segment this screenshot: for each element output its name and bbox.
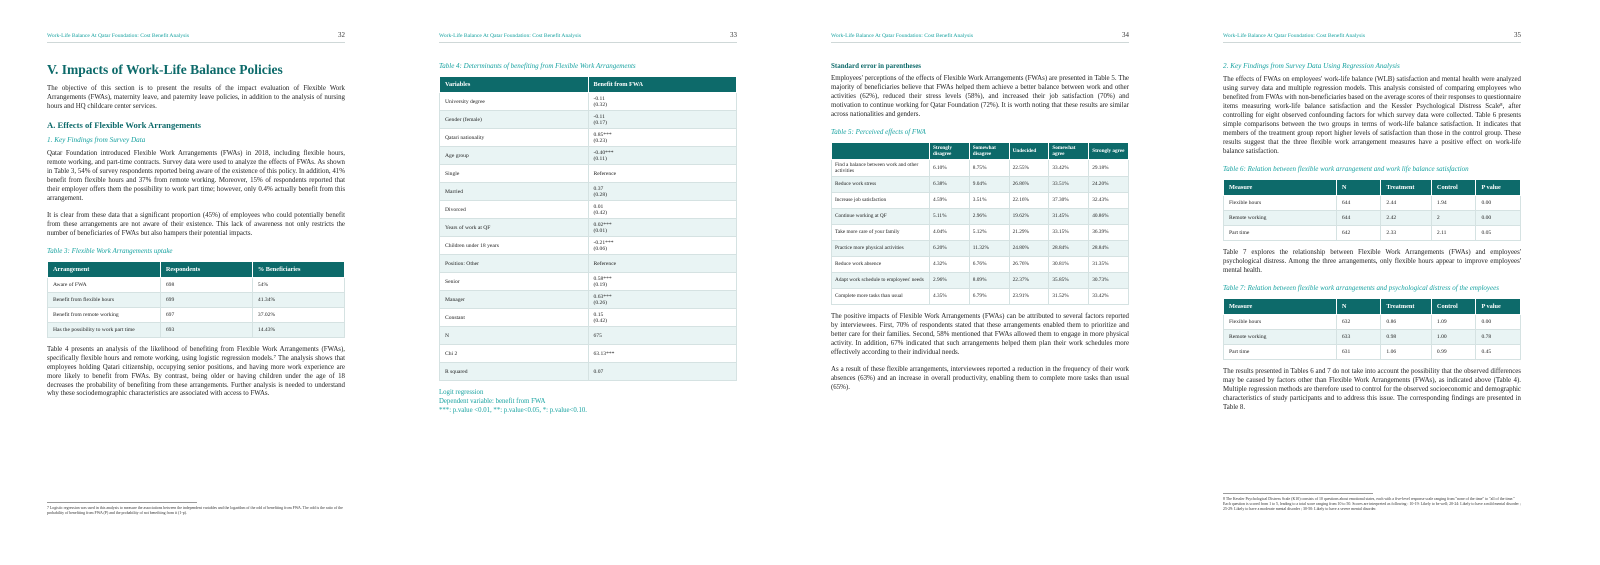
table-cell: Single xyxy=(440,165,589,183)
table-row xyxy=(832,240,1129,256)
table-header-row xyxy=(832,142,1129,159)
table-cell: Part time xyxy=(1224,344,1337,359)
table-cell: Complete more tasks than usual xyxy=(832,288,930,304)
table-row xyxy=(440,345,737,363)
table-notes xyxy=(439,389,737,415)
table-cell: -0.11 (0.32) xyxy=(588,93,737,111)
table-cell: 9.04% xyxy=(969,176,1009,192)
column-header: Benefit from FWA xyxy=(588,77,737,93)
table-cell: 6.10% xyxy=(930,159,970,176)
table-cell: Flexible hours xyxy=(1224,195,1337,210)
table-row xyxy=(48,277,345,292)
table-cell: 697 xyxy=(160,307,252,322)
table-cell: Benefit from remote working xyxy=(48,307,161,322)
table-cell: 4.35% xyxy=(930,288,970,304)
table-row xyxy=(832,208,1129,224)
table-cell: 0.63*** (0.26) xyxy=(588,291,737,309)
table-row xyxy=(440,291,737,309)
table-cell: Has the possibility to work part time xyxy=(48,322,161,337)
paragraph: Table 7 explores the relationship between Flexible Work Arrangements (FWAs) and employees' psychological distress. Among the three arrangements, only flexible hours appear to improve employees' mental health. xyxy=(1223,248,1521,274)
table-row xyxy=(48,322,345,337)
table-row xyxy=(1224,314,1521,329)
table-caption: Table 6: Relation between flexible work arrangement and work life balance satisfaction xyxy=(1223,164,1469,173)
table-cell: Children under 18 years xyxy=(440,237,589,255)
table-cell: 33.15% xyxy=(1049,224,1089,240)
table-row xyxy=(48,292,345,307)
table-row xyxy=(832,176,1129,192)
table-cell: 632 xyxy=(1336,314,1381,329)
table-7 xyxy=(1223,298,1521,360)
table-cell: Senior xyxy=(440,273,589,291)
table-cell: 2.96% xyxy=(969,208,1009,224)
table-cell: 6.20% xyxy=(930,240,970,256)
table-cell: 2.11 xyxy=(1431,225,1476,240)
table-cell: 644 xyxy=(1336,210,1381,225)
table-cell: 26.86% xyxy=(1009,176,1049,192)
page-number: 33 xyxy=(730,31,737,39)
table-cell: 6.79% xyxy=(969,288,1009,304)
table-cell: 22.16% xyxy=(1009,192,1049,208)
column-header: Undecided xyxy=(1009,142,1049,159)
header-title: Work-Life Balance At Qatar Foundation: Cost Benefit Analysis xyxy=(1223,33,1366,39)
table-cell: 0.01 (0.42) xyxy=(588,201,737,219)
table-row xyxy=(1224,329,1521,344)
table-cell: 0.86 xyxy=(1381,314,1431,329)
table-cell: Reference xyxy=(588,165,737,183)
subsection-subhead: 2. Key Findings from Survey Data Using Regression Analysis xyxy=(1223,62,1400,70)
page-header xyxy=(831,31,1129,43)
table-row xyxy=(440,147,737,165)
column-header: Treatment xyxy=(1381,179,1431,195)
table-cell: 1.06 xyxy=(1381,344,1431,359)
paragraph: Table 4 presents an analysis of the likelihood of benefiting from Flexible Work Arrangements (FWAs), specifically flexible hours and remote working, using logistic regression models.⁷ The analysis shows that employees holding Qatari citizenship, occupying senior positions, and having more work experience are more likely to benefit from FWAs. By contrast, being older or having children under the age of 18 decreases the probability of benefiting from these arrangements. Further analysis is needed to understand why these sociodemographic characteristics are associated with access to FWAs. xyxy=(47,345,345,398)
table-cell: -0.40*** (0.11) xyxy=(588,147,737,165)
table-cell: 5.11% xyxy=(930,208,970,224)
header-title: Work-Life Balance At Qatar Foundation: Cost Benefit Analysis xyxy=(439,33,582,39)
table-cell: 4.32% xyxy=(930,256,970,272)
page-number: 35 xyxy=(1514,31,1521,39)
table-cell: Remote working xyxy=(1224,210,1337,225)
table-cell: 5.12% xyxy=(969,224,1009,240)
table-row xyxy=(1224,225,1521,240)
table-cell: Increase job satisfaction xyxy=(832,192,930,208)
table-cell: -0.11 (0.17) xyxy=(588,111,737,129)
table-cell: 28.84% xyxy=(1089,240,1129,256)
table-cell: 2.42 xyxy=(1381,210,1431,225)
table-row xyxy=(832,159,1129,176)
table-cell: Age group xyxy=(440,147,589,165)
column-header: Measure xyxy=(1224,298,1337,314)
table-6 xyxy=(1223,179,1521,241)
footnote: 7 Logistic regression was used in this analysis to measure the associations between the independent variables and the logarithm of the odd of benefiting from FWA. The odd is the ratio of the probability of benefiting from FWA (P) and the probability of not benefiting from it (1-p). xyxy=(47,506,343,516)
table-cell: 33.42% xyxy=(1049,159,1089,176)
table-cell: 6.76% xyxy=(969,256,1009,272)
table-cell: 22.37% xyxy=(1009,272,1049,288)
note-line: Logit regression xyxy=(439,389,484,396)
table-cell: 0.00 xyxy=(1476,314,1521,329)
column-header: Measure xyxy=(1224,179,1337,195)
table-cell: Reduce work absence xyxy=(832,256,930,272)
table-cell: 675 xyxy=(588,327,737,345)
table-cell: 8.75% xyxy=(969,159,1009,176)
table-row xyxy=(440,111,737,129)
table-cell: 24.20% xyxy=(1089,176,1129,192)
table-row xyxy=(48,307,345,322)
table-row xyxy=(832,192,1129,208)
table-cell: 36.39% xyxy=(1089,224,1129,240)
table-cell: 1.09 xyxy=(1431,314,1476,329)
page-34 xyxy=(784,0,1184,565)
page-32 xyxy=(0,0,400,565)
subsection-subhead: 1. Key Findings from Survey Data xyxy=(47,135,146,144)
table-5 xyxy=(831,142,1129,305)
column-header: Arrangement xyxy=(48,261,161,277)
table-row xyxy=(440,327,737,345)
column-header: Strongly agree xyxy=(1089,142,1129,159)
note-line: Dependent variable: benefit from FWA xyxy=(439,397,546,405)
table-cell: 30.81% xyxy=(1049,256,1089,272)
table-cell: 0.15 (0.42) xyxy=(588,309,737,327)
standard-error-heading: Standard error in parentheses xyxy=(831,62,922,70)
column-header: P value xyxy=(1476,179,1521,195)
table-row xyxy=(832,272,1129,288)
table-cell: 26.76% xyxy=(1009,256,1049,272)
table-cell: 33.51% xyxy=(1049,176,1089,192)
paragraph: As a result of these flexible arrangements, interviewees reported a reduction in the frequency of their work absences (63%) and an increase in overall productivity, enabling them to complete more tasks than usual (65%). xyxy=(831,365,1129,391)
table-cell: 2.33 xyxy=(1381,225,1431,240)
table-cell: Aware of FWA xyxy=(48,277,161,292)
column-header: Treatment xyxy=(1381,298,1431,314)
column-header: N xyxy=(1336,298,1381,314)
header-title: Work-Life Balance At Qatar Foundation: Cost Benefit Analysis xyxy=(47,33,190,39)
table-cell: 32.43% xyxy=(1089,192,1129,208)
column-header: Somewhat agree xyxy=(1049,142,1089,159)
table-cell: 0.05 xyxy=(1476,225,1521,240)
column-header xyxy=(832,142,930,159)
section-title: V. Impacts of Work-Life Balance Policies xyxy=(47,62,283,77)
table-cell: 4.04% xyxy=(930,224,970,240)
paragraph: Employees' perceptions of the effects of Flexible Work Arrangements (FWAs) are presented in Table 5. The majority of beneficiaries believe that FWAs helped them achieve a better balance between work and other activities (62%), reduced their stress levels (58%), and increased their job satisfaction (70%) and motivation to continue working for Qatar Foundation (72%). It is worth noting that these results are similar across nationalities and genders. xyxy=(831,75,1129,118)
table-cell: 2.44 xyxy=(1381,195,1431,210)
table-cell: 28.84% xyxy=(1049,240,1089,256)
table-cell: 1.94 xyxy=(1431,195,1476,210)
table-cell: 21.29% xyxy=(1009,224,1049,240)
table-row xyxy=(1224,344,1521,359)
table-cell: 33.42% xyxy=(1089,288,1129,304)
table-4 xyxy=(439,76,737,381)
table-cell: 631 xyxy=(1336,344,1381,359)
table-cell: Constant xyxy=(440,309,589,327)
table-cell: 0.99 xyxy=(1431,344,1476,359)
table-caption: Table 7: Relation between flexible work arrangements and psychological distress of the employees xyxy=(1223,283,1499,292)
page-header xyxy=(47,31,345,43)
table-row xyxy=(832,256,1129,272)
table-caption: Table 5: Perceived effects of FWA xyxy=(831,127,926,136)
column-header: Strongly disagree xyxy=(930,142,970,159)
table-cell: Qatari nationality xyxy=(440,129,589,147)
table-cell: Chi 2 xyxy=(440,345,589,363)
table-cell: Gender (female) xyxy=(440,111,589,129)
table-row xyxy=(440,183,737,201)
table-cell: 37.30% xyxy=(1049,192,1089,208)
table-cell: 6.38% xyxy=(930,176,970,192)
footnote-divider xyxy=(1223,493,1373,494)
table-cell: N xyxy=(440,327,589,345)
table-row xyxy=(440,237,737,255)
table-cell: 2 xyxy=(1431,210,1476,225)
table-cell: Find a balance between work and other activities xyxy=(832,159,930,176)
table-cell: 19.62% xyxy=(1009,208,1049,224)
table-cell: Married xyxy=(440,183,589,201)
table-cell: 54% xyxy=(252,277,344,292)
table-caption: Table 4: Determinants of benefiting from Flexible Work Arrangements xyxy=(439,62,636,70)
table-cell: 31.35% xyxy=(1089,256,1129,272)
table-cell: 4.59% xyxy=(930,192,970,208)
page-number: 34 xyxy=(1122,31,1129,39)
table-cell: Remote working xyxy=(1224,329,1337,344)
column-header: Control xyxy=(1431,298,1476,314)
table-cell: 1.00 xyxy=(1431,329,1476,344)
table-cell: 633 xyxy=(1336,329,1381,344)
table-cell: 0.07 xyxy=(588,363,737,381)
column-header: N xyxy=(1336,179,1381,195)
table-row xyxy=(440,309,737,327)
table-cell: Position: Other xyxy=(440,255,589,273)
table-cell: Practice more physical activities xyxy=(832,240,930,256)
table-cell: 642 xyxy=(1336,225,1381,240)
table-cell: University degree xyxy=(440,93,589,111)
table-cell: -0.21*** (0.06) xyxy=(588,237,737,255)
table-cell: 22.55% xyxy=(1009,159,1049,176)
table-header-row xyxy=(48,261,345,277)
table-cell: Flexible hours xyxy=(1224,314,1337,329)
table-row xyxy=(440,93,737,111)
table-cell: 644 xyxy=(1336,195,1381,210)
header-title: Work-Life Balance At Qatar Foundation: Cost Benefit Analysis xyxy=(831,33,974,39)
table-cell: 0.00 xyxy=(1476,195,1521,210)
table-row xyxy=(440,201,737,219)
table-cell: 693 xyxy=(160,322,252,337)
table-cell: 23.91% xyxy=(1009,288,1049,304)
table-header-row xyxy=(440,77,737,93)
table-cell: Benefit from flexible hours xyxy=(48,292,161,307)
table-cell: Years of work at QF xyxy=(440,219,589,237)
table-cell: 31.45% xyxy=(1049,208,1089,224)
paragraph: The positive impacts of Flexible Work Arrangements (FWAs) can be attributed to several factors reported by interviewees. First, 70% of respondents stated that these arrangements enabled them to prioritize and better care for their families. Second, 58% mentioned that FWAs allowed them to engage in more physical activity. In addition, 67% indicated that such arrangements helped them plan their work schedules more effectively according to their individual needs. xyxy=(831,312,1129,356)
intro-paragraph: The objective of this section is to present the results of the impact evaluation of Flexible Work Arrangements (FWAs), maternity leave, and paternity leave policies, in addition to the analysis of nursing hours and HQ childcare center services. xyxy=(47,85,345,110)
table-cell: Manager xyxy=(440,291,589,309)
paragraph: The results presented in Tables 6 and 7 do not take into account the possibility that the observed differences may be caused by factors other than Flexible Work Arrangements (FWAs), as indicated above (Table 4). Multiple regression methods are therefore used to control for the observed socioeconomic and demographic characteristics of study participants and to address this issue. The corresponding findings are presented in Table 8. xyxy=(1223,367,1521,411)
table-cell: 0.58*** (0.19) xyxy=(588,273,737,291)
table-cell: Reference xyxy=(588,255,737,273)
table-cell: Divorced xyxy=(440,201,589,219)
table-row xyxy=(440,165,737,183)
table-cell: 699 xyxy=(160,292,252,307)
table-cell: 14.43% xyxy=(252,322,344,337)
table-cell: Reduce work stress xyxy=(832,176,930,192)
table-row xyxy=(440,129,737,147)
column-header: P value xyxy=(1476,298,1521,314)
table-cell: 31.52% xyxy=(1049,288,1089,304)
table-cell: 2.96% xyxy=(930,272,970,288)
table-cell: 8.09% xyxy=(969,272,1009,288)
table-cell: Adapt work schedule to employees' needs xyxy=(832,272,930,288)
table-cell: 30.73% xyxy=(1089,272,1129,288)
paragraph: The effects of FWAs on employees' work-life balance (WLB) satisfaction and mental health were analyzed using survey data and multiple regression models. This analysis consisted of comparing employees who benefited from FWAs with non-beneficiaries based on the average scores of their responses to questionnaire items measuring work-life balance satisfaction and the Kessler Psychological Distress Scale⁸, after controlling for eight observed confounding factors for which survey data were collected. Table 6 presents simple comparisons between the two groups in terms of work-life balance satisfaction. It indicates that members of the treatment group report higher levels of satisfaction than those in the control group. These results suggest that the three flexible work arrangement measures have a positive effect on work-life balance satisfaction. xyxy=(1223,76,1521,155)
table-row xyxy=(1224,195,1521,210)
table-cell: 698 xyxy=(160,277,252,292)
subsection-heading: A. Effects of Flexible Work Arrangements xyxy=(47,119,202,130)
table-cell: 0.45 xyxy=(1476,344,1521,359)
page-35 xyxy=(1176,0,1576,565)
table-cell: 11.32% xyxy=(969,240,1009,256)
column-header: Variables xyxy=(440,77,589,93)
table-cell: Take more care of your family xyxy=(832,224,930,240)
table-caption: Table 3: Flexible Work Arrangements uptake xyxy=(47,246,173,255)
column-header: Somewhat disagree xyxy=(969,142,1009,159)
table-cell: 0.02*** (0.01) xyxy=(588,219,737,237)
table-cell: 0.37 (0.28) xyxy=(588,183,737,201)
table-cell: 0.00 xyxy=(1476,210,1521,225)
table-cell: 63.13*** xyxy=(588,345,737,363)
page-number: 32 xyxy=(338,31,345,39)
footnote: 8 The Kessler Psychological Distress Scale (K10) consists of 10 questions about emotional states, each with a five-level response scale ranging from "none of the time" to "all of the time." Each question is scored from 1 to 5, leading to a total score ranging from 10 to 50. Scores are interpreted as following : 10-19: Likely to be well; 20-24: Likely to have a mild mental disorder ; 25-29: Likely to have a moderate mental disorder ; 30-50: Likely to have a severe mental disorder. xyxy=(1223,497,1521,512)
table-cell: 0.78 xyxy=(1476,329,1521,344)
column-header: % Beneficiaries xyxy=(252,261,344,277)
paragraph: Qatar Foundation introduced Flexible Work Arrangements (FWAs) in 2018, including flexible hours, remote working, and part-time contracts. Survey data were used to analyze the effects of FWAs. As shown in Table 3, 54% of survey respondents reported being aware of the existence of this policy. In addition, 41% benefit from flexible hours and 37% from remote working. Moreover, 15% of respondents reported that their employer offers them the possibility to work part time; however, only 0.4% actually benefit from this arrangement. xyxy=(47,149,345,202)
table-header-row xyxy=(1224,179,1521,195)
table-cell: 29.18% xyxy=(1089,159,1129,176)
table-cell: 24.80% xyxy=(1009,240,1049,256)
table-cell: Part time xyxy=(1224,225,1337,240)
table-row xyxy=(832,288,1129,304)
table-3 xyxy=(47,261,345,338)
table-cell: 37.02% xyxy=(252,307,344,322)
table-row xyxy=(832,224,1129,240)
page-header xyxy=(439,31,737,43)
table-row xyxy=(440,219,737,237)
table-row xyxy=(440,255,737,273)
table-cell: 0.85*** (0.23) xyxy=(588,129,737,147)
table-header-row xyxy=(1224,298,1521,314)
page-33 xyxy=(392,0,792,565)
table-cell: 40.86% xyxy=(1089,208,1129,224)
footnote-divider xyxy=(47,502,197,503)
table-cell: 41.34% xyxy=(252,292,344,307)
table-row xyxy=(440,363,737,381)
table-row xyxy=(1224,210,1521,225)
column-header: Control xyxy=(1431,179,1476,195)
page-header xyxy=(1223,31,1521,43)
table-row xyxy=(440,273,737,291)
table-cell: 3.51% xyxy=(969,192,1009,208)
column-header: Respondents xyxy=(160,261,252,277)
table-cell: 0.98 xyxy=(1381,329,1431,344)
note-line: ***: p.value <0.01, **: p.value<0.05, *: p.value<0.10. xyxy=(439,406,587,414)
table-cell: 35.85% xyxy=(1049,272,1089,288)
table-cell: R squared xyxy=(440,363,589,381)
table-cell: Continue working at QF xyxy=(832,208,930,224)
paragraph: It is clear from these data that a significant proportion (45%) of employees who could potentially benefit from these arrangements are not aware of their existence. This lack of awareness not only restricts the number of beneficiaries of FWAs but also hampers their potential impacts. xyxy=(47,211,345,237)
